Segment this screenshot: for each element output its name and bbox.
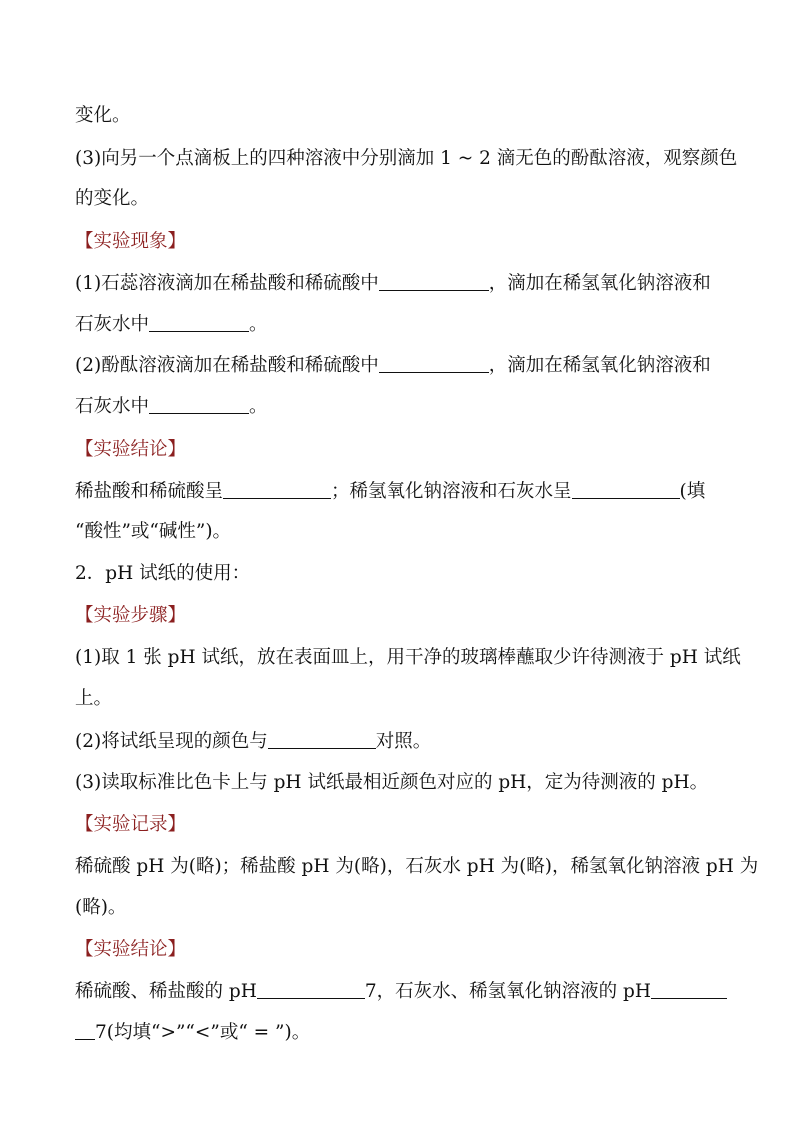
section-2-title xyxy=(75,561,725,587)
phenomenon-1-line xyxy=(75,271,725,297)
answer-blank[interactable] xyxy=(651,980,727,999)
step-3-text: (3)向另一个点滴板上的四种溶液中分别滴加 1 ~ 2 滴无色的酚酞溶液，观察颜色 xyxy=(75,148,738,169)
text-line: ；稀氢氧化钠溶液和石灰水呈 xyxy=(331,481,572,502)
text-line: 对照。 xyxy=(375,731,432,752)
answer-blank[interactable] xyxy=(379,272,489,291)
answer-blank[interactable] xyxy=(268,730,376,749)
conclusion-2-line xyxy=(75,979,725,1005)
text-line: 7，石灰水、稀氢氧化钠溶液的 pH xyxy=(364,981,651,1002)
section-heading: 【实验步骤】 xyxy=(75,605,187,626)
step-1-line xyxy=(75,645,741,671)
step-1-text: (1)取 1 张 pH 试纸，放在表面皿上，用干净的玻璃棒蘸取少许待测液于 pH 试纸 xyxy=(75,647,741,668)
answer-blank[interactable] xyxy=(379,354,489,373)
text-line: 稀盐酸和稀硫酸呈 xyxy=(75,481,224,502)
section-heading: 【实验结论】 xyxy=(75,439,187,460)
conclusion-1-line2 xyxy=(75,519,725,545)
phenomenon-2-text: (2)酚酞溶液滴加在稀盐酸和稀硫酸中 xyxy=(75,355,379,376)
heading-conclusion-1 xyxy=(75,437,725,463)
text-line xyxy=(75,103,725,129)
step-3b-line xyxy=(75,770,725,796)
heading-record xyxy=(75,812,725,838)
answer-blank[interactable] xyxy=(257,980,365,999)
text-line xyxy=(75,186,725,212)
step-3-line xyxy=(75,146,738,172)
section-heading: 【实验现象】 xyxy=(75,231,187,252)
conclusion-1-line xyxy=(75,479,725,505)
text-line: “酸性”或“碱性”)。 xyxy=(75,521,232,542)
answer-blank[interactable] xyxy=(75,1021,95,1040)
section-heading: 【实验记录】 xyxy=(75,814,187,835)
step-2-line xyxy=(75,729,725,755)
step-3-text: (3)读取标准比色卡上与 pH 试纸最相近颜色对应的 pH，定为待测液的 pH。 xyxy=(75,772,709,793)
heading-steps xyxy=(75,603,725,629)
phenomenon-2-line xyxy=(75,353,725,379)
conclusion-2-line2 xyxy=(75,1020,725,1046)
text-line: 石灰水中 xyxy=(75,314,150,335)
text-line: 。 xyxy=(249,314,268,335)
answer-blank[interactable] xyxy=(149,395,249,414)
phenomenon-1-text: (1)石蕊溶液滴加在稀盐酸和稀硫酸中 xyxy=(75,273,379,294)
text-line: (填 xyxy=(679,481,706,502)
text-line: 7(均填“>”“<”或“ = ”)。 xyxy=(95,1022,311,1043)
text-line: 上。 xyxy=(75,688,113,709)
section-heading: 【实验结论】 xyxy=(75,939,187,960)
text-line: 的变化。 xyxy=(75,188,150,209)
text-line: (略)。 xyxy=(75,897,127,918)
answer-blank[interactable] xyxy=(223,480,331,499)
record-text: 稀硫酸 pH 为(略)；稀盐酸 pH 为(略)，石灰水 pH 为(略)，稀氢氧化钠溶液 pH 为 xyxy=(75,856,759,877)
section-title: 2．pH 试纸的使用： xyxy=(75,563,251,584)
record-line xyxy=(75,854,759,880)
heading-conclusion-2 xyxy=(75,937,725,963)
text-line: 石灰水中 xyxy=(75,396,150,417)
text-line xyxy=(75,686,725,712)
step-2-text: (2)将试纸呈现的颜色与 xyxy=(75,731,268,752)
phenomenon-1-line2 xyxy=(75,312,725,338)
phenomenon-2-line2 xyxy=(75,394,725,420)
text-line: 变化。 xyxy=(75,105,131,126)
text-line xyxy=(75,895,725,921)
phenomenon-2-text-cont: ，滴加在稀氢氧化钠溶液和 xyxy=(488,355,711,376)
text-line: 。 xyxy=(249,396,268,417)
answer-blank[interactable] xyxy=(572,480,680,499)
heading-phenomenon xyxy=(75,229,725,255)
text-line: 稀硫酸、稀盐酸的 pH xyxy=(75,981,257,1002)
phenomenon-1-text-cont: ，滴加在稀氢氧化钠溶液和 xyxy=(488,273,711,294)
answer-blank[interactable] xyxy=(149,313,249,332)
